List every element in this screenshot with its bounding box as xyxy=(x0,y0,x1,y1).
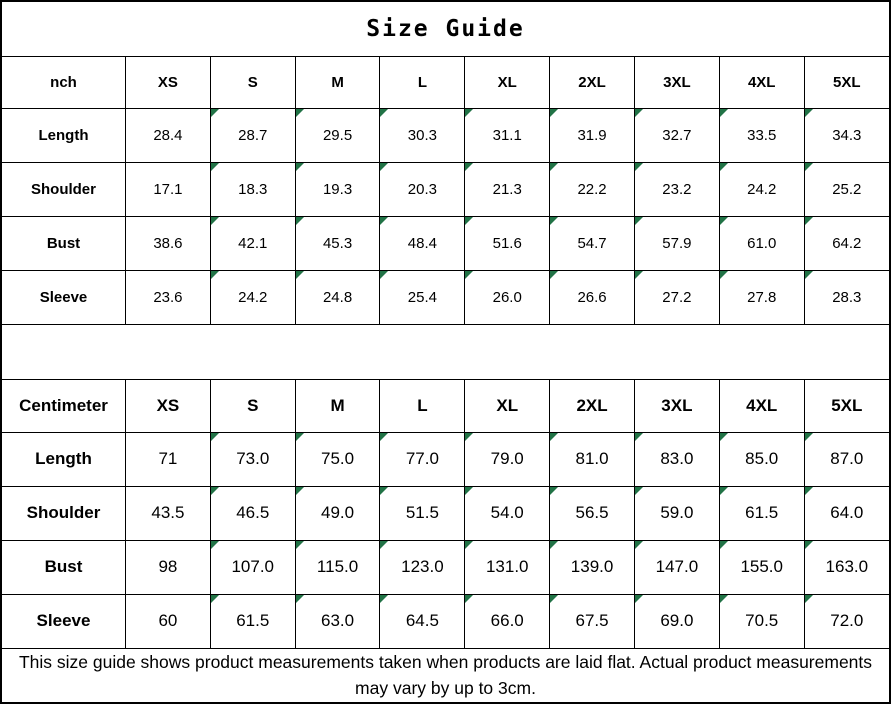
value-cell xyxy=(210,216,295,270)
unit-header-cell: nch xyxy=(2,57,126,108)
value-cell xyxy=(634,486,719,540)
value-cell xyxy=(380,216,465,270)
size-header-cell: 3XL xyxy=(634,57,719,108)
value-cell xyxy=(550,162,635,216)
value-cell xyxy=(465,270,550,324)
value-text: 30.3 xyxy=(407,126,437,144)
value-cell xyxy=(634,594,719,648)
excel-error-flag-icon xyxy=(805,109,813,117)
value-cell xyxy=(634,216,719,270)
value-text: 61.5 xyxy=(745,503,779,522)
value-text: 73.0 xyxy=(236,449,270,468)
value-text: 98 xyxy=(158,557,178,576)
excel-error-flag-icon xyxy=(720,541,728,549)
value-text: 77.0 xyxy=(405,449,439,468)
excel-error-flag-icon xyxy=(465,217,473,225)
value-text: 75.0 xyxy=(321,449,355,468)
value-text: 25.2 xyxy=(832,180,862,198)
value-cell xyxy=(804,540,889,594)
value-text: 60 xyxy=(158,611,178,630)
value-cell xyxy=(295,594,380,648)
value-cell xyxy=(465,162,550,216)
value-text: 25.4 xyxy=(407,288,437,306)
excel-error-flag-icon xyxy=(211,595,219,603)
excel-error-flag-icon xyxy=(550,595,558,603)
value-cell xyxy=(634,432,719,486)
value-cell xyxy=(126,216,211,270)
measure-row xyxy=(2,270,889,324)
value-cell xyxy=(719,270,804,324)
value-text: 45.3 xyxy=(322,234,353,252)
value-cell xyxy=(550,216,635,270)
value-text: 51.6 xyxy=(492,234,522,252)
value-text: 48.4 xyxy=(407,234,437,252)
value-text: 29.5 xyxy=(322,126,353,144)
excel-error-flag-icon xyxy=(380,109,388,117)
excel-error-flag-icon xyxy=(635,109,643,117)
excel-error-flag-icon xyxy=(211,163,219,171)
footer-note: This size guide shows product measurements taken when products are laid flat. Actual product measurements may vary by up to 3cm. xyxy=(18,652,873,699)
value-cell xyxy=(719,594,804,648)
excel-error-flag-icon xyxy=(805,541,813,549)
size-header-cell: XL xyxy=(465,379,550,432)
row-label: Bust xyxy=(2,540,126,594)
value-cell xyxy=(465,594,550,648)
excel-error-flag-icon xyxy=(720,595,728,603)
value-text: 123.0 xyxy=(401,557,444,576)
excel-error-flag-icon xyxy=(296,433,304,441)
table-spacer xyxy=(2,325,889,379)
value-text: 61.5 xyxy=(236,611,270,630)
value-cell xyxy=(295,270,380,324)
value-text: 155.0 xyxy=(740,557,783,576)
header-row xyxy=(2,57,889,108)
value-text: 54.7 xyxy=(577,234,607,252)
value-cell xyxy=(210,594,295,648)
value-text: 20.3 xyxy=(407,180,437,198)
value-text: 38.6 xyxy=(153,234,183,252)
value-text: 17.1 xyxy=(153,180,183,198)
value-text: 31.9 xyxy=(577,126,607,144)
excel-error-flag-icon xyxy=(550,487,558,495)
value-cell xyxy=(295,432,380,486)
excel-error-flag-icon xyxy=(550,163,558,171)
value-cell xyxy=(804,108,889,162)
value-text: 22.2 xyxy=(577,180,607,198)
value-text: 56.5 xyxy=(575,503,609,522)
value-cell xyxy=(380,486,465,540)
value-text: 28.4 xyxy=(153,126,183,144)
title-bar xyxy=(2,2,889,57)
excel-error-flag-icon xyxy=(296,271,304,279)
excel-error-flag-icon xyxy=(296,109,304,117)
value-text: 115.0 xyxy=(316,557,359,576)
value-text: 87.0 xyxy=(830,449,864,468)
size-header-cell: 2XL xyxy=(550,379,635,432)
value-text: 28.3 xyxy=(832,288,862,306)
value-text: 59.0 xyxy=(660,503,694,522)
excel-error-flag-icon xyxy=(805,271,813,279)
value-text: 23.6 xyxy=(153,288,183,306)
excel-error-flag-icon xyxy=(635,433,643,441)
value-text: 139.0 xyxy=(570,557,614,576)
value-cell xyxy=(465,432,550,486)
value-text: 24.8 xyxy=(322,288,353,306)
excel-error-flag-icon xyxy=(465,163,473,171)
value-text: 46.5 xyxy=(236,503,270,522)
value-text: 57.9 xyxy=(662,234,692,252)
size-table-inch xyxy=(2,57,889,325)
excel-error-flag-icon xyxy=(211,271,219,279)
excel-error-flag-icon xyxy=(380,433,388,441)
excel-error-flag-icon xyxy=(720,433,728,441)
size-header-cell: 4XL xyxy=(719,379,804,432)
unit-header-cell: Centimeter xyxy=(2,379,126,432)
size-header-cell: 4XL xyxy=(719,57,804,108)
value-text: 64.2 xyxy=(832,234,862,252)
value-cell xyxy=(550,432,635,486)
excel-error-flag-icon xyxy=(635,595,643,603)
excel-error-flag-icon xyxy=(296,541,304,549)
row-label: Bust xyxy=(2,216,126,270)
measure-row xyxy=(2,162,889,216)
excel-error-flag-icon xyxy=(296,163,304,171)
value-cell xyxy=(126,540,211,594)
excel-error-flag-icon xyxy=(380,487,388,495)
size-header-cell: 5XL xyxy=(804,379,889,432)
value-cell xyxy=(719,108,804,162)
measure-row xyxy=(2,432,889,486)
size-header-cell: 2XL xyxy=(550,57,635,108)
size-header-cell: 3XL xyxy=(634,379,719,432)
excel-error-flag-icon xyxy=(635,163,643,171)
value-text: 51.5 xyxy=(405,503,439,522)
value-cell xyxy=(550,486,635,540)
excel-error-flag-icon xyxy=(465,541,473,549)
row-label: Length xyxy=(2,108,126,162)
excel-error-flag-icon xyxy=(635,217,643,225)
value-cell xyxy=(295,540,380,594)
row-label: Sleeve xyxy=(2,594,126,648)
value-text: 72.0 xyxy=(830,611,864,630)
value-text: 131.0 xyxy=(485,557,529,576)
excel-error-flag-icon xyxy=(296,217,304,225)
excel-error-flag-icon xyxy=(805,163,813,171)
value-text: 61.0 xyxy=(747,234,777,252)
excel-error-flag-icon xyxy=(720,487,728,495)
size-header-cell: L xyxy=(380,379,465,432)
excel-error-flag-icon xyxy=(211,109,219,117)
value-cell xyxy=(380,270,465,324)
excel-error-flag-icon xyxy=(296,595,304,603)
value-cell xyxy=(210,432,295,486)
value-text: 79.0 xyxy=(490,449,524,468)
excel-error-flag-icon xyxy=(635,271,643,279)
excel-error-flag-icon xyxy=(720,217,728,225)
row-label: Length xyxy=(2,432,126,486)
value-text: 27.8 xyxy=(747,288,777,306)
page-title: Size Guide xyxy=(366,16,525,42)
value-cell xyxy=(719,486,804,540)
excel-error-flag-icon xyxy=(380,271,388,279)
excel-error-flag-icon xyxy=(211,541,219,549)
measure-row xyxy=(2,594,889,648)
value-text: 70.5 xyxy=(745,611,779,630)
excel-error-flag-icon xyxy=(550,271,558,279)
value-cell xyxy=(126,594,211,648)
excel-error-flag-icon xyxy=(211,487,219,495)
value-cell xyxy=(804,594,889,648)
value-text: 67.5 xyxy=(575,611,609,630)
excel-error-flag-icon xyxy=(720,271,728,279)
value-cell xyxy=(804,162,889,216)
value-cell xyxy=(126,162,211,216)
size-header-cell: XS xyxy=(126,57,211,108)
value-text: 19.3 xyxy=(322,180,353,198)
value-text: 83.0 xyxy=(660,449,694,468)
value-cell xyxy=(634,162,719,216)
value-cell xyxy=(465,486,550,540)
header-row xyxy=(2,379,889,432)
value-text: 64.0 xyxy=(830,503,864,522)
excel-error-flag-icon xyxy=(296,487,304,495)
value-text: 26.6 xyxy=(577,288,607,306)
value-cell xyxy=(804,270,889,324)
value-text: 31.1 xyxy=(492,126,522,144)
value-cell xyxy=(380,432,465,486)
value-cell xyxy=(210,162,295,216)
excel-error-flag-icon xyxy=(805,217,813,225)
value-cell xyxy=(550,540,635,594)
value-cell xyxy=(126,432,211,486)
value-text: 63.0 xyxy=(321,611,355,630)
measure-row xyxy=(2,108,889,162)
value-cell xyxy=(634,270,719,324)
excel-error-flag-icon xyxy=(805,487,813,495)
value-text: 49.0 xyxy=(321,503,355,522)
size-header-cell: S xyxy=(210,379,295,432)
size-header-cell: S xyxy=(210,57,295,108)
size-header-cell: M xyxy=(295,57,380,108)
size-header-cell: XL xyxy=(465,57,550,108)
excel-error-flag-icon xyxy=(465,487,473,495)
value-cell xyxy=(804,486,889,540)
value-text: 66.0 xyxy=(490,611,524,630)
excel-error-flag-icon xyxy=(465,595,473,603)
excel-error-flag-icon xyxy=(720,163,728,171)
value-text: 24.2 xyxy=(747,180,777,198)
value-text: 147.0 xyxy=(655,557,699,576)
value-cell xyxy=(465,216,550,270)
value-cell xyxy=(634,540,719,594)
value-text: 107.0 xyxy=(231,557,275,576)
value-cell xyxy=(210,486,295,540)
value-cell xyxy=(295,486,380,540)
measure-row xyxy=(2,540,889,594)
value-cell xyxy=(719,162,804,216)
value-cell xyxy=(380,162,465,216)
value-text: 34.3 xyxy=(832,126,862,144)
value-text: 24.2 xyxy=(238,288,268,306)
value-text: 64.5 xyxy=(405,611,439,630)
value-cell xyxy=(719,216,804,270)
excel-error-flag-icon xyxy=(211,217,219,225)
excel-error-flag-icon xyxy=(465,433,473,441)
value-text: 81.0 xyxy=(575,449,609,468)
measure-row xyxy=(2,486,889,540)
excel-error-flag-icon xyxy=(550,109,558,117)
value-cell xyxy=(295,162,380,216)
row-label: Shoulder xyxy=(2,486,126,540)
row-label: Sleeve xyxy=(2,270,126,324)
value-text: 71 xyxy=(158,449,178,468)
value-cell xyxy=(380,540,465,594)
value-cell xyxy=(210,108,295,162)
value-cell xyxy=(210,270,295,324)
value-cell xyxy=(550,594,635,648)
value-cell xyxy=(804,216,889,270)
value-cell xyxy=(126,270,211,324)
value-text: 23.2 xyxy=(662,180,692,198)
excel-error-flag-icon xyxy=(805,433,813,441)
value-text: 26.0 xyxy=(492,288,522,306)
row-label: Shoulder xyxy=(2,162,126,216)
measure-row xyxy=(2,216,889,270)
value-cell xyxy=(550,270,635,324)
value-cell xyxy=(126,108,211,162)
value-text: 163.0 xyxy=(825,557,869,576)
value-cell xyxy=(295,216,380,270)
excel-error-flag-icon xyxy=(380,595,388,603)
value-text: 32.7 xyxy=(662,126,692,144)
excel-error-flag-icon xyxy=(465,109,473,117)
excel-error-flag-icon xyxy=(635,487,643,495)
excel-error-flag-icon xyxy=(720,109,728,117)
value-cell xyxy=(465,540,550,594)
excel-error-flag-icon xyxy=(380,163,388,171)
size-header-cell: XS xyxy=(126,379,211,432)
value-text: 21.3 xyxy=(492,180,522,198)
value-cell xyxy=(380,108,465,162)
value-text: 43.5 xyxy=(151,503,185,522)
value-text: 85.0 xyxy=(745,449,779,468)
excel-error-flag-icon xyxy=(380,541,388,549)
value-text: 27.2 xyxy=(662,288,692,306)
value-text: 28.7 xyxy=(238,126,268,144)
size-header-cell: M xyxy=(295,379,380,432)
excel-error-flag-icon xyxy=(550,541,558,549)
value-cell xyxy=(634,108,719,162)
excel-error-flag-icon xyxy=(635,541,643,549)
excel-error-flag-icon xyxy=(550,217,558,225)
size-header-cell: 5XL xyxy=(804,57,889,108)
value-cell xyxy=(295,108,380,162)
value-cell xyxy=(210,540,295,594)
value-cell xyxy=(804,432,889,486)
value-cell xyxy=(465,108,550,162)
value-cell xyxy=(380,594,465,648)
excel-error-flag-icon xyxy=(805,595,813,603)
value-cell xyxy=(126,486,211,540)
value-text: 18.3 xyxy=(238,180,268,198)
value-cell xyxy=(719,432,804,486)
excel-error-flag-icon xyxy=(380,217,388,225)
value-text: 33.5 xyxy=(747,126,777,144)
value-text: 54.0 xyxy=(490,503,524,522)
value-cell xyxy=(719,540,804,594)
value-text: 69.0 xyxy=(660,611,694,630)
excel-error-flag-icon xyxy=(465,271,473,279)
size-table-centimeter xyxy=(2,379,889,649)
excel-error-flag-icon xyxy=(211,433,219,441)
size-header-cell: L xyxy=(380,57,465,108)
excel-error-flag-icon xyxy=(550,433,558,441)
value-cell xyxy=(550,108,635,162)
value-text: 42.1 xyxy=(238,234,268,252)
